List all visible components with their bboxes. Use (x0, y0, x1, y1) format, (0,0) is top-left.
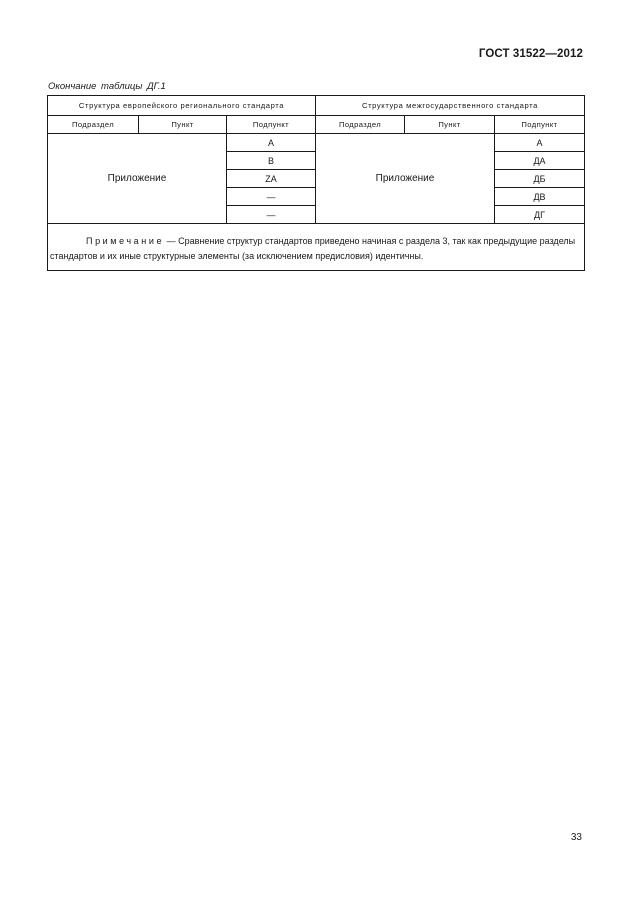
column-header: Пункт (139, 116, 227, 134)
left-subpoint-cell: A (227, 134, 316, 152)
right-subpoint-cell: ДБ (495, 170, 585, 188)
table-row (48, 134, 585, 152)
note-lead: Примечание (86, 236, 165, 246)
right-subpoint-cell: ДГ (495, 206, 585, 224)
right-annex-label: Приложение (316, 134, 495, 224)
table-caption: Окончание таблицы ДГ.1 (48, 81, 166, 92)
right-subpoint-cell: ДВ (495, 188, 585, 206)
column-header: Подпункт (227, 116, 316, 134)
left-subpoint-cell: B (227, 152, 316, 170)
column-header: Подраздел (48, 116, 139, 134)
comparison-table (47, 95, 585, 271)
note-text: — Сравнение структур стандартов приведено начиная с раздела 3, так как предыдущие разделы стандартов и их иные структурные элементы (за исключением предисловия) идентичны. (50, 236, 576, 261)
left-subpoint-cell: ZA (227, 170, 316, 188)
left-subpoint-cell: — (227, 206, 316, 224)
column-header: Подраздел (316, 116, 405, 134)
left-annex-label: Приложение (48, 134, 227, 224)
column-header: Пункт (405, 116, 495, 134)
right-structure-title: Структура межгосударственного стандарта (316, 96, 585, 116)
document-code: ГОСТ 31522—2012 (478, 48, 583, 60)
left-subpoint-cell: — (227, 188, 316, 206)
right-subpoint-cell: ДА (495, 152, 585, 170)
table-note-row (48, 224, 585, 271)
left-structure-title: Структура европейского регионального стандарта (48, 96, 316, 116)
column-header: Подпункт (495, 116, 585, 134)
table-subheader-row (48, 116, 585, 134)
table-header-row (48, 96, 585, 116)
page-number: 33 (570, 832, 582, 843)
right-subpoint-cell: А (495, 134, 585, 152)
table-note (48, 224, 585, 271)
